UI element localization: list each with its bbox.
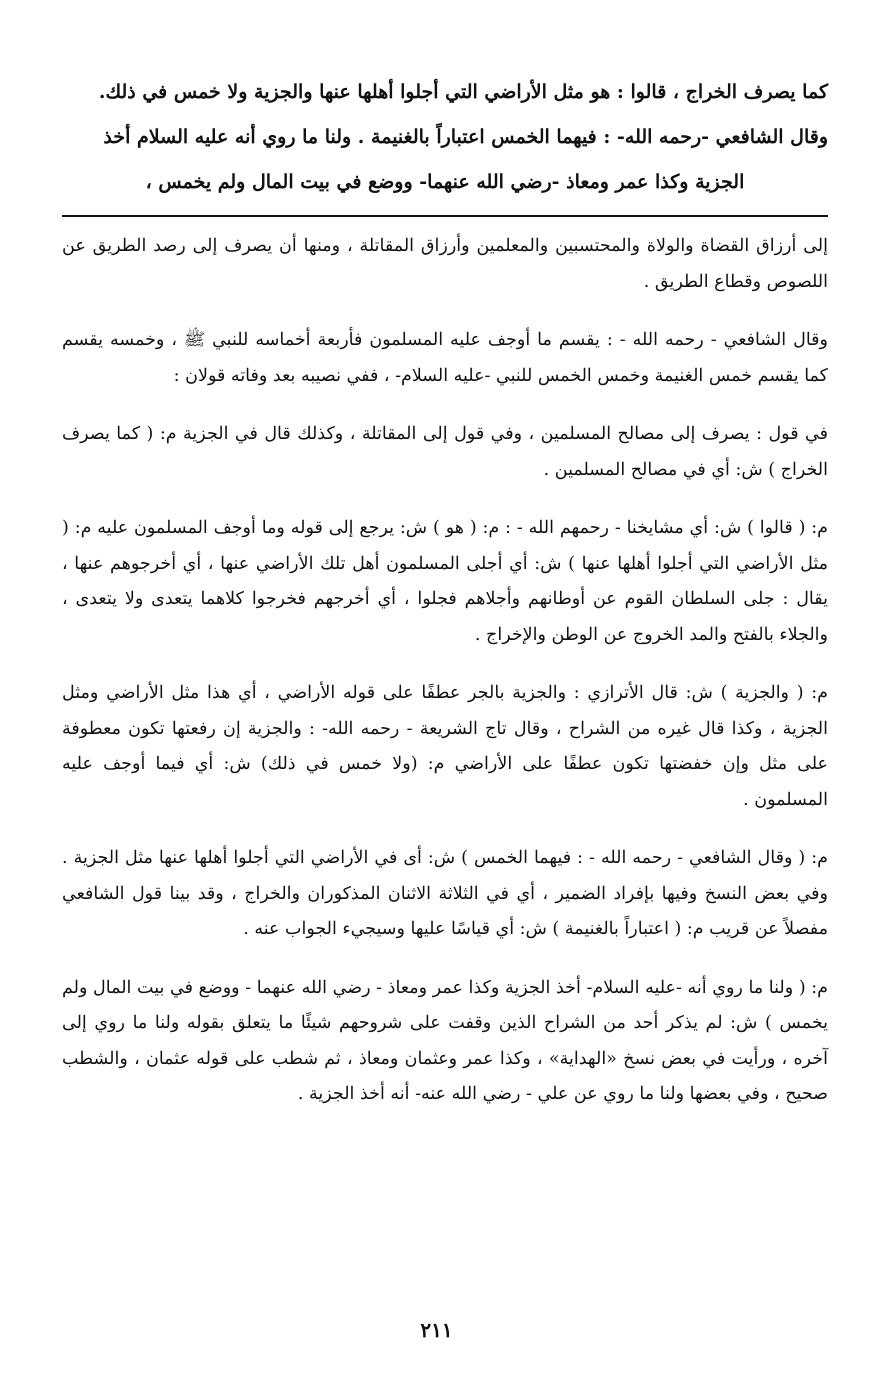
sharh-paragraph: وقال الشافعي - رحمه الله - : يقسم ما أوجف عليه المسلمون فأربعة أخماسه للنبي ﷺ ، وخمسه يقسم كما يقسم خمس الغنيمة وخمس الخمس للنبي -عليه السلام- ، ففي نصيبه بعد وفاته قولان :	[62, 330, 828, 386]
sharh-paragraph: م: ( وقال الشافعي - رحمه الله - : فيهما الخمس ) ش: أى في الأراضي التي أجلوا أهلها عنها مثل الجزية . وفي بعض النسخ وفيها بإفراد الضمير ، أي في الثلاثة الاثنان المذكوران والخراج ، وقد بينا قول الشافعي مفصلاً عن قريب م: ( اعتباراً بالغنيمة ) ش: أي قياسًا عليها وسيجيء الجواب عنه .	[62, 848, 828, 939]
matn-block	[62, 70, 828, 205]
matn-line-3: الجزية وكذا عمر ومعاذ -رضي الله عنهما- ووضع في بيت المال ولم يخمس ،	[145, 171, 745, 193]
matn-line-1: كما يصرف الخراج ، قالوا : هو مثل الأراضي التي أجلوا أهلها عنها والجزية ولا خمس في ذلك.	[98, 81, 828, 103]
sharh-paragraph: إلى أرزاق القضاة والولاة والمحتسبين والمعلمين وأرزاق المقاتلة ، ومنها أن يصرف إلى رصد الطريق عن اللصوص وقطاع الطريق .	[62, 236, 828, 292]
separator-line	[62, 215, 828, 217]
matn-line-2: وقال الشافعي -رحمه الله- : فيهما الخمس اعتباراً بالغنيمة . ولنا ما روي أنه عليه السلام أخذ	[103, 126, 828, 148]
sharh-paragraph: م: ( قالوا ) ش: أي مشايخنا - رحمهم الله - : م: ( هو ) ش: يرجع إلى قوله وما أوجف المسلمون عليه م: ( مثل الأراضي التي أجلوا أهلها عنها ) ش: أي أجلى المسلمون أهل تلك الأراضي عنها ، أي أخرجوهم عنها ، يقال : جلى السلطان القوم عن أوطانهم وأجلاهم فجلوا ، أي أخرجهم فخرجوا كلاهما يتعدى ولا يتعدى ، والجلاء بالفتح والمد الخروج عن الوطن والإخراج .	[62, 518, 828, 645]
sharh-paragraph: في قول : يصرف إلى مصالح المسلمين ، وفي قول إلى المقاتلة ، وكذلك قال في الجزية م: ( كما يصرف الخراج ) ش: أي في مصالح المسلمين .	[62, 424, 828, 480]
sharh-paragraph: م: ( والجزية ) ش: قال الأترازي : والجزية بالجر عطفًا على قوله الأراضي ، أي هذا مثل الأراضي ومثل الجزية ، وكذا قال غيره من الشراح ، وقال تاج الشريعة - رحمه الله- : والجزية إن رفعتها تكون معطوفة على مثل وإن خفضتها تكون عطفًا على الأراضي م: (ولا خمس في ذلك) ش: أي فيما أوجف عليه المسلمون .	[62, 683, 828, 810]
sharh-paragraph: م: ( ولنا ما روي أنه -عليه السلام- أخذ الجزية وكذا عمر ومعاذ - رضي الله عنهما - ووضع في بيت المال ولم يخمس ) ش: لم يذكر أحد من الشراح الذين وقفت على شروحهم شيئًا ما يتعلق بقوله ولنا ما روي إلى آخره ، ورأيت في بعض نسخ «الهداية» ، وكذا عمر وعثمان ومعاذ ، ثم شطب على قوله عثمان ، والشطب صحيح ، وفي بعضها ولنا ما روي عن علي - رضي الله عنه- أنه أخذ الجزية .	[62, 977, 828, 1104]
book-page	[62, 70, 828, 1136]
page-number: ٢١١	[420, 1318, 453, 1342]
